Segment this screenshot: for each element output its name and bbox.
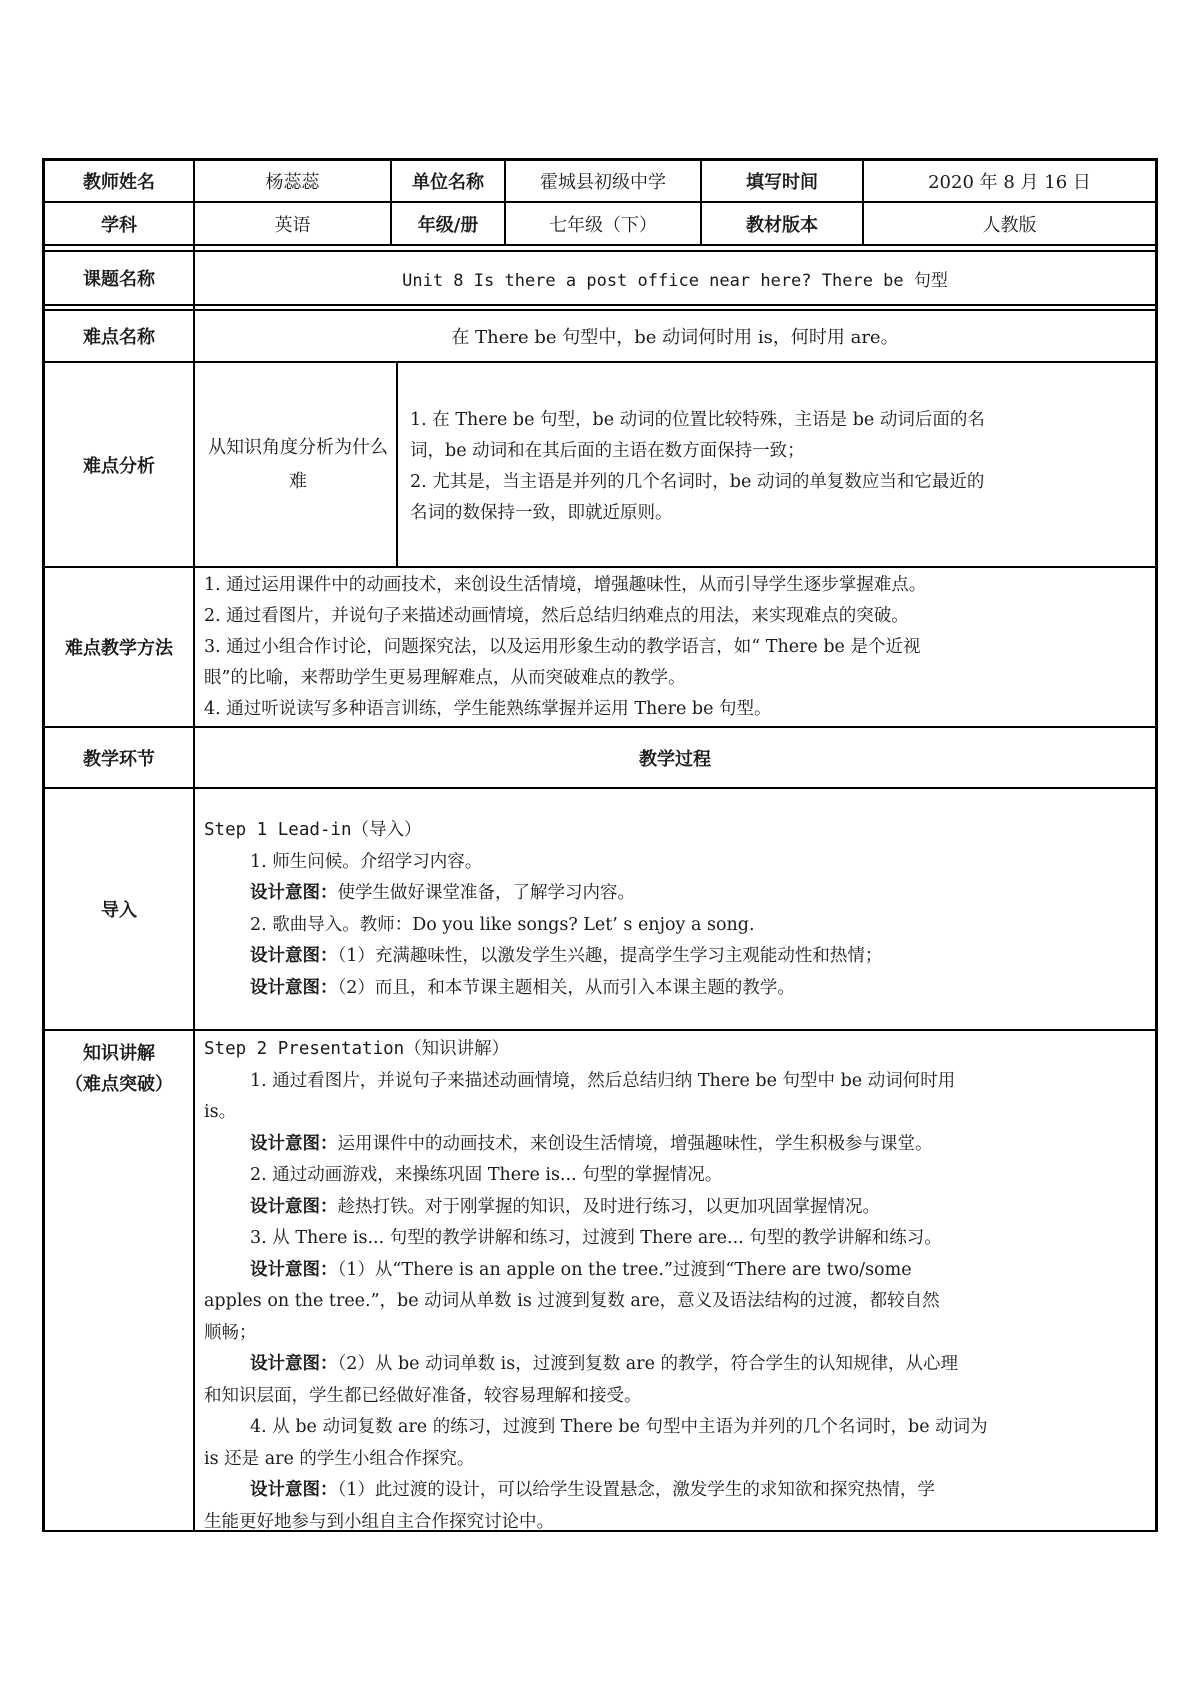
intent-label: 设计意图：	[250, 883, 338, 903]
grade: 七年级（下）	[549, 214, 657, 236]
edition-label: 教材版本	[746, 214, 818, 236]
leadin-label: 导入	[101, 900, 137, 921]
unit-label: 单位名称	[412, 172, 484, 193]
subject-label: 学科	[101, 214, 137, 236]
process-title: 教学过程	[639, 748, 711, 770]
intent-text: （1）此过渡的设计，可以给学生设置悬念，激发学生的求知欲和探究热情，学	[337, 1480, 935, 1500]
analysis-line: 2. 尤其是，当主语是并列的几个名词时，be 动词的单复数应当和它最近的	[410, 472, 985, 492]
method-label: 难点教学方法	[65, 638, 173, 659]
analysis-label: 难点分析	[83, 455, 155, 477]
intent-text: 使学生做好课堂准备，了解学习内容。	[337, 883, 635, 903]
intent-text: （2）从 be 动词单数 is，过渡到复数 are 的教学，符合学生的认知规律，从心理	[337, 1354, 958, 1374]
intent-text: 趁热打铁。对于刚掌握的知识，及时进行练习，以更加巩固掌握情况。	[337, 1196, 880, 1217]
leadin-intent	[204, 941, 1140, 973]
presentation-intent-cont: apples on the tree.”，be 动词从单数 is 过渡到复数 are，意义及语法结构的过渡，都较自然	[204, 1291, 940, 1311]
leadin-text	[204, 815, 1140, 1004]
presentation-intent	[204, 1129, 1140, 1161]
presentation-text	[204, 1034, 1140, 1538]
presentation-intent-cont: 生能更好地参与到小组自主合作探究讨论中。	[204, 1511, 554, 1532]
topic-value: Unit 8 Is there a post office near here? There be 句型	[402, 270, 948, 291]
presentation-intent-cont: 顺畅；	[204, 1322, 257, 1343]
leadin-intent	[204, 878, 1140, 910]
method-text	[204, 570, 1140, 725]
intent-label: 设计意图：	[250, 1133, 338, 1154]
intent-label: 设计意图：	[250, 1354, 338, 1374]
topic-label: 课题名称	[83, 269, 155, 290]
analysis-line: 1. 在 There be 句型，be 动词的位置比较特殊，主语是 be 动词后面的名	[410, 410, 985, 430]
presentation-intent	[204, 1475, 1140, 1507]
leadin-step: Step 1 Lead-in（导入）	[204, 820, 422, 840]
intent-label: 设计意图：	[250, 1196, 338, 1217]
intent-text: 运用课件中的动画技术，来创设生活情境，增强趣味性，学生积极参与课堂。	[337, 1133, 933, 1154]
presentation-intent	[204, 1192, 1140, 1224]
presentation-intent-cont: 和知识层面，学生都已经做好准备，较容易理解和接受。	[204, 1385, 642, 1406]
presentation-label-line2: （难点突破）	[65, 1074, 173, 1095]
method-line: 2. 通过看图片，并说句子来描述动画情境，然后总结归纳难点的用法，来实现难点的突破。	[204, 606, 909, 626]
difficulty-value: 在 There be 句型中，be 动词何时用 is，何时用 are。	[451, 327, 899, 348]
date-label: 填写时间	[746, 172, 818, 193]
analysis-text	[410, 405, 1146, 529]
intent-text: （2）而且，和本节课主题相关，从而引入本课主题的教学。	[337, 977, 795, 998]
presentation-intent	[204, 1255, 1140, 1287]
intent-text: （1）充满趣味性，以激发学生兴趣，提高学生学习主观能动性和热情；	[337, 946, 883, 966]
presentation-item: 2. 通过动画游戏，来操练巩固 There is... 句型的掌握情况。	[250, 1165, 723, 1185]
process-stage-label: 教学环节	[83, 748, 155, 770]
analysis-line: 词，be 动词和在其后面的主语在数方面保持一致；	[410, 441, 805, 461]
subject: 英语	[274, 214, 311, 236]
intent-label: 设计意图：	[250, 977, 338, 998]
presentation-item-cont: is 还是 are 的学生小组合作探究。	[204, 1448, 475, 1469]
intent-label: 设计意图：	[250, 1480, 338, 1500]
presentation-item-cont: is。	[204, 1102, 237, 1122]
analysis-line: 名词的数保持一致，即就近原则。	[410, 503, 673, 523]
intent-label: 设计意图：	[250, 946, 338, 966]
method-line: 1. 通过运用课件中的动画技术，来创设生活情境，增强趣味性，从而引导学生逐步掌握难点。	[204, 575, 927, 595]
analysis-sub-label: 从知识角度分析为什么难	[208, 436, 388, 492]
intent-label: 设计意图：	[250, 1259, 338, 1280]
teacher-name-label: 教师姓名	[83, 172, 155, 193]
presentation-item: 1. 通过看图片，并说句子来描述动画情境，然后总结归纳 There be 句型中 be 动词何时用	[250, 1070, 956, 1091]
intent-text: （1）从“There is an apple on the tree.”过渡到“There are two/some	[337, 1259, 912, 1280]
teacher-name: 杨蕊蕊	[265, 172, 320, 193]
presentation-label	[45, 1034, 193, 1104]
presentation-label-line1: 知识讲解	[83, 1043, 155, 1064]
difficulty-label: 难点名称	[83, 327, 155, 348]
grade-label: 年级/册	[417, 214, 479, 236]
fill-date: 2020 年 8 月 16 日	[928, 172, 1091, 193]
leadin-item: 2. 歌曲导入。教师：Do you like songs? Let’ s enjoy a song.	[250, 914, 755, 935]
presentation-step: Step 2 Presentation（知识讲解）	[204, 1039, 510, 1059]
textbook-edition: 人教版	[982, 214, 1037, 236]
unit-name: 霍城县初级中学	[540, 172, 666, 193]
presentation-intent	[204, 1349, 1140, 1381]
method-line: 3. 通过小组合作讨论，问题探究法，以及运用形象生动的教学语言，如“ There be 是个近视	[204, 637, 921, 657]
method-line: 4. 通过听说读写多种语言训练，学生能熟练掌握并运用 There be 句型。	[204, 699, 772, 719]
leadin-item: 1. 师生问候。介绍学习内容。	[250, 851, 483, 872]
method-line: 眼”的比喻，来帮助学生更易理解难点，从而突破难点的教学。	[204, 668, 686, 688]
presentation-item: 4. 从 be 动词复数 are 的练习，过渡到 There be 句型中主语为并列的几个名词时，be 动词为	[250, 1417, 988, 1437]
presentation-item: 3. 从 There is... 句型的教学讲解和练习，过渡到 There are... 句型的教学讲解和练习。	[250, 1228, 942, 1248]
leadin-intent	[204, 973, 1140, 1005]
